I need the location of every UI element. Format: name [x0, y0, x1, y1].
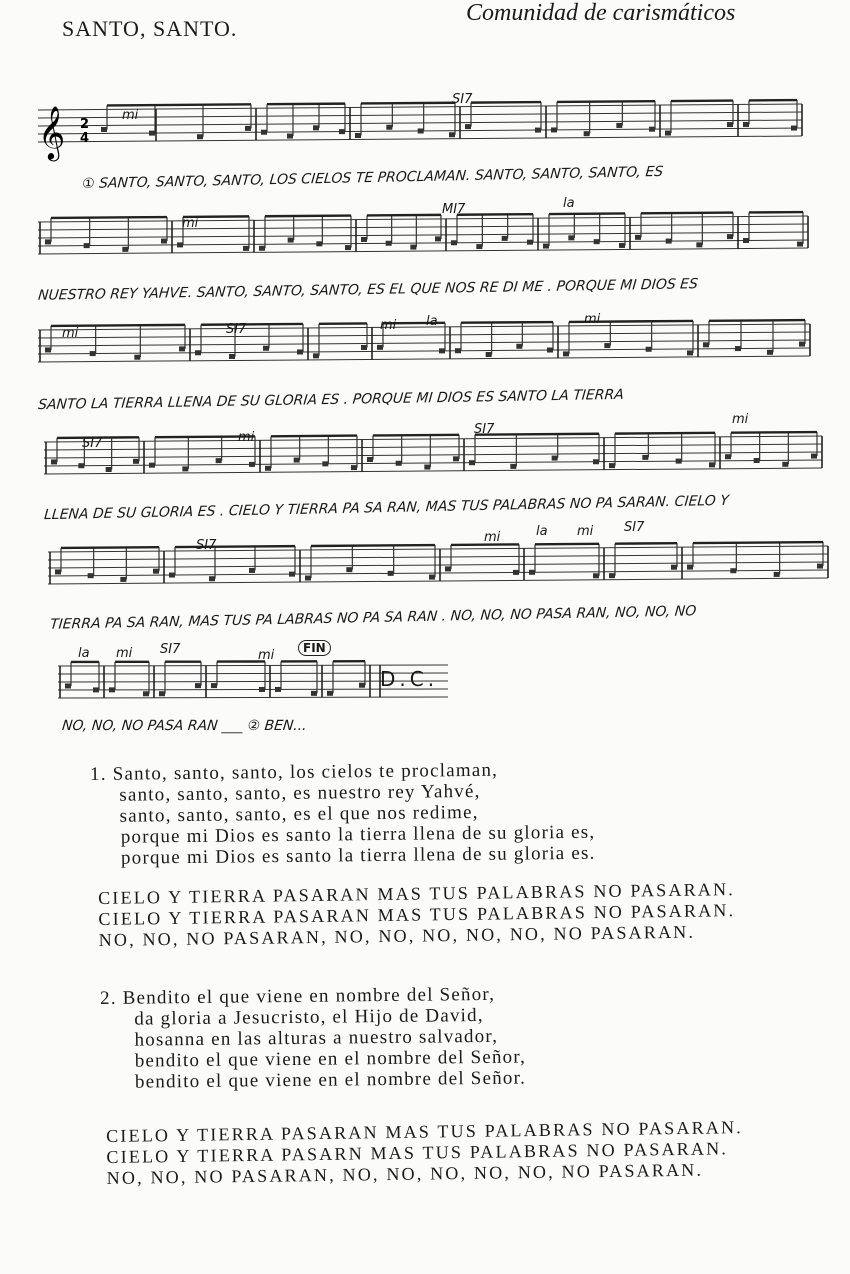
note-head [45, 347, 51, 352]
chord-label: mi [62, 326, 79, 341]
chorus-line: NO, NO, NO PASARAN, NO, NO, NO, NO, NO, NO PASARAN. [106, 1159, 704, 1188]
note-head [249, 462, 255, 467]
note-head [351, 465, 357, 470]
note-head [767, 350, 773, 355]
staff-1 [38, 98, 802, 160]
note-beam [367, 215, 441, 216]
chord-label: SI7 [196, 538, 217, 553]
chord-label: MI7 [442, 202, 466, 217]
note-head [84, 243, 90, 248]
note-head [159, 691, 165, 696]
note-head [727, 122, 733, 127]
note-head [439, 348, 445, 353]
note-head [133, 459, 139, 464]
note-head [294, 458, 300, 463]
note-beam [271, 436, 357, 437]
chord-label: la [563, 196, 575, 211]
note-beam [709, 320, 805, 321]
note-head [261, 130, 267, 135]
note-beam [549, 213, 625, 214]
note-head [584, 131, 590, 136]
note-head [593, 459, 599, 464]
chord-label: mi [122, 108, 139, 123]
note-head [109, 687, 115, 692]
note-beam [457, 214, 533, 215]
svg-text:4: 4 [80, 131, 90, 146]
note-head [327, 691, 333, 696]
staff-lines [38, 216, 808, 254]
note-head [510, 464, 516, 469]
note-head [359, 683, 365, 688]
chord-label: mi [732, 412, 749, 427]
note-head [249, 568, 255, 573]
note-head [55, 569, 61, 574]
note-head [725, 454, 731, 459]
verse-line: santo, santo, santo, es nuestro rey Yahvé, [119, 780, 481, 806]
note-head [563, 351, 569, 356]
note-head [429, 575, 435, 580]
note-head [153, 569, 159, 574]
chorus-line: CIELO Y TIERRA PASARAN MAS TUS PALABRAS NO PASARAN. [98, 879, 736, 908]
note-head [774, 572, 780, 577]
note-head [754, 458, 760, 463]
note-head [676, 459, 682, 464]
note-head [305, 576, 311, 581]
note-head [169, 573, 175, 578]
note-head [134, 355, 140, 360]
note-head [552, 456, 558, 461]
chorus-2 [106, 1117, 744, 1189]
community-label: Comunidad de carismáticos [466, 0, 736, 26]
verse-1 [90, 759, 596, 869]
verse-line: porque mi Dios es santo la tierra llena de su gloria es. [120, 842, 596, 869]
note-head [635, 235, 641, 240]
note-head [120, 577, 126, 582]
verse-2 [100, 984, 526, 1093]
note-head [665, 131, 671, 136]
chorus-line: NO, NO, NO PASARAN, NO, NO, NO, NO, NO, NO PASARAN. [98, 921, 696, 950]
note-head [616, 123, 622, 128]
note-head [90, 351, 96, 356]
chord-label: SI7 [474, 422, 495, 437]
note-head [161, 239, 167, 244]
note-head [709, 462, 715, 467]
note-head [78, 463, 84, 468]
note-head [322, 461, 328, 466]
note-head [609, 463, 615, 468]
note-beam [175, 546, 295, 547]
verse-line: porque mi Dios es santo la tierra llena de su gloria es, [120, 821, 596, 848]
note-head [149, 463, 155, 468]
note-head [476, 244, 482, 249]
note-head [355, 133, 361, 138]
note-head [410, 245, 416, 250]
chord-label: la [426, 314, 438, 329]
note-beam [471, 102, 541, 103]
chord-label: mi [577, 524, 594, 539]
chord-label: SI7 [160, 642, 181, 657]
note-head [696, 242, 702, 247]
note-head [179, 346, 185, 351]
note-head [619, 243, 625, 248]
verse-line: 1. Santo, santo, santo, los cielos te proclaman, [90, 759, 499, 785]
note-head [516, 344, 522, 349]
note-head [609, 573, 615, 578]
note-head [149, 131, 155, 136]
note-head [811, 454, 817, 459]
chorus-line: CIELO Y TIERRA PASARAN MAS TUS PALABRAS NO PASARAN. [98, 900, 736, 929]
lyric-line: TIERRA PA SA RAN, MAS TUS PA LABRAS NO PA SA RAN . NO, NO, NO PASA RAN, NO, NO, NO [49, 603, 697, 633]
lyric-line: NUESTRO REY YAHVE. SANTO, SANTO, SANTO, ES EL QUE NOS RE DI ME . PORQUE MI DIOS ES [37, 276, 699, 304]
note-head [646, 347, 652, 352]
chord-label: mi [182, 216, 199, 231]
note-beam [615, 433, 715, 434]
song-title: SANTO, SANTO. [62, 16, 238, 41]
note-head [791, 126, 797, 131]
note-beam [61, 547, 159, 548]
treble-clef: 𝄞 [38, 105, 66, 159]
chorus-1 [98, 879, 736, 951]
note-beam [51, 217, 167, 218]
note-head [513, 570, 519, 575]
verse-line: bendito el que viene en el nombre del Señor. [134, 1067, 527, 1093]
note-head [275, 687, 281, 692]
note-head [289, 572, 295, 577]
note-head [211, 683, 217, 688]
note-head [346, 567, 352, 572]
note-head [209, 576, 215, 581]
chorus-line: CIELO Y TIERRA PASARN MAS TUS PALABRAS NO PASARAN. [106, 1138, 729, 1167]
note-head [388, 571, 394, 576]
note-head [743, 238, 749, 243]
chord-label: mi [484, 530, 501, 545]
note-head [361, 345, 367, 350]
note-beam [693, 542, 823, 543]
staff-2 [38, 208, 808, 270]
note-head [65, 683, 71, 688]
note-head [313, 125, 319, 130]
note-head [455, 348, 461, 353]
note-beam [265, 216, 351, 217]
note-head [195, 683, 201, 688]
note-head [182, 466, 188, 471]
lyric-line: SANTO LA TIERRA LLENA DE SU GLORIA ES . PORQUE MI DIOS ES SANTO LA TIERRA [37, 386, 625, 414]
chord-label: la [78, 646, 90, 661]
lyric-line: NO, NO, NO PASA RAN ___ ② BEN... [61, 718, 308, 734]
note-head [313, 353, 319, 358]
note-head [339, 129, 345, 134]
note-head [45, 239, 51, 244]
note-head [424, 465, 430, 470]
note-beam [557, 101, 655, 102]
note-head [730, 568, 736, 573]
note-head [593, 573, 599, 578]
note-head [263, 346, 269, 351]
chord-label: mi [238, 430, 255, 445]
note-head [345, 245, 351, 250]
note-head [386, 125, 392, 130]
note-head [687, 350, 693, 355]
chord-label: la [536, 524, 548, 539]
fin-marker: FIN [298, 640, 331, 656]
note-head [311, 691, 317, 696]
lyric-line: ① SANTO, SANTO, SANTO, LOS CIELOS TE PROCLAMAN. SANTO, SANTO, SANTO, ES [81, 163, 664, 193]
note-beam [731, 432, 817, 433]
note-head [216, 458, 222, 463]
note-head [367, 457, 373, 462]
note-head [106, 467, 112, 472]
note-head [671, 565, 677, 570]
note-beam [361, 103, 455, 104]
note-head [243, 246, 249, 251]
chord-label: SI7 [624, 520, 645, 535]
note-head [817, 564, 823, 569]
note-head [288, 238, 294, 243]
note-head [551, 127, 557, 132]
note-head [316, 241, 322, 246]
chord-label: mi [584, 312, 601, 327]
note-head [502, 236, 508, 241]
staff-3 [38, 318, 810, 380]
note-head [265, 466, 271, 471]
note-head [799, 342, 805, 347]
note-head [259, 687, 265, 692]
chorus-line: CIELO Y TIERRA PASARAN MAS TUS PALABRAS NO PASARAN. [106, 1117, 744, 1146]
note-head [451, 240, 457, 245]
time-signature: 2 [80, 117, 90, 132]
note-head [435, 236, 441, 241]
note-head [101, 127, 107, 132]
note-head [465, 124, 471, 129]
note-head [529, 570, 535, 575]
staff-5 [48, 538, 828, 600]
note-head [469, 460, 475, 465]
chord-label: SI7 [226, 322, 247, 337]
verse-line: hosanna en las alturas a nuestro salvador, [134, 1025, 499, 1051]
note-head [418, 128, 424, 133]
note-head [51, 459, 57, 464]
staff-lines [48, 546, 828, 584]
note-head [122, 247, 128, 252]
note-head [396, 461, 402, 466]
note-head [743, 122, 749, 127]
note-head [642, 455, 648, 460]
staff-lines [44, 436, 822, 474]
note-head [361, 237, 367, 242]
note-beam [373, 435, 459, 436]
note-head [687, 565, 693, 570]
note-head [143, 691, 149, 696]
note-head [568, 235, 574, 240]
note-head [453, 456, 459, 461]
staff-lines [38, 324, 810, 362]
chord-label: mi [258, 648, 275, 663]
note-head [649, 127, 655, 132]
note-head [666, 239, 672, 244]
chord-label: SI7 [452, 92, 473, 107]
note-head [445, 566, 451, 571]
note-beam [311, 545, 435, 546]
note-head [604, 343, 610, 348]
note-head [377, 345, 383, 350]
note-head [486, 352, 492, 357]
note-head [527, 240, 533, 245]
note-head [543, 244, 549, 249]
note-beam [201, 324, 303, 325]
note-head [547, 348, 553, 353]
verse-line: 2. Bendito el que viene en nombre del Señor, [100, 983, 496, 1009]
note-head [88, 573, 94, 578]
da-capo-marker: D.C. [380, 667, 439, 691]
note-head [386, 241, 392, 246]
note-head [797, 242, 803, 247]
staff-lines [38, 104, 802, 142]
note-head [594, 239, 600, 244]
note-beam [107, 104, 251, 105]
staff-4 [44, 428, 822, 490]
note-head [229, 354, 235, 359]
note-head [782, 462, 788, 467]
note-head [297, 349, 303, 354]
note-head [535, 128, 541, 133]
verse-line: santo, santo, santo, es el que nos redime, [119, 801, 479, 827]
note-head [727, 234, 733, 239]
lyric-line: LLENA DE SU GLORIA ES . CIELO Y TIERRA PA SA RAN, MAS TUS PALABRAS NO PA SARAN. CIELO Y [43, 492, 730, 524]
chord-label: mi [380, 318, 397, 333]
note-head [287, 134, 293, 139]
verse-line: bendito el que viene en el nombre del Señor, [134, 1046, 527, 1072]
note-head [177, 242, 183, 247]
note-head [259, 246, 265, 251]
note-head [735, 346, 741, 351]
note-head [245, 126, 251, 131]
note-head [197, 134, 203, 139]
chord-label: SI7 [82, 436, 103, 451]
note-beam [641, 213, 733, 214]
note-head [195, 350, 201, 355]
note-beam [461, 322, 553, 323]
note-head [93, 687, 99, 692]
note-head [703, 342, 709, 347]
verse-line: da gloria a Jesucristo, el Hijo de David, [134, 1004, 484, 1030]
chord-label: mi [116, 646, 133, 661]
note-head [449, 132, 455, 137]
note-beam [267, 104, 345, 105]
